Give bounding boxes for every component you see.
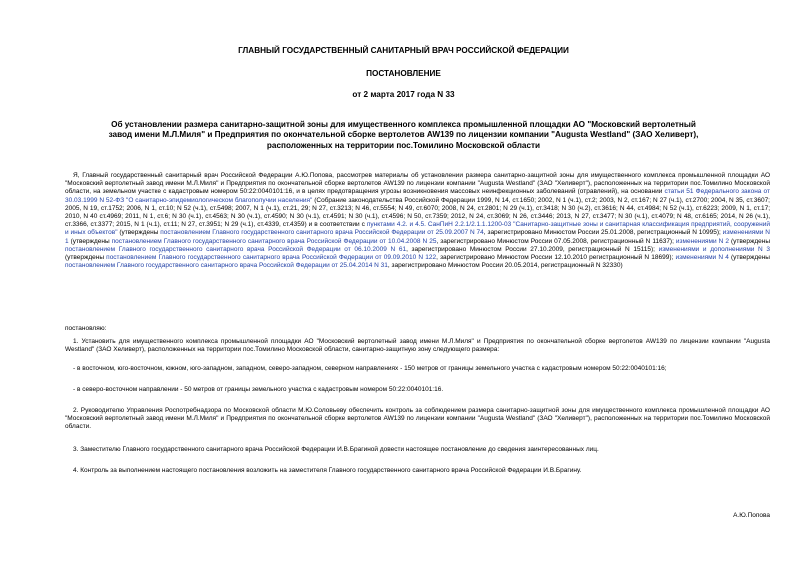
preamble-text: , зарегистрировано Минюстом России 07.05.2008, регистрационный N 11637); [436,237,676,245]
item-1-east-zone: - в восточном, юго-восточном, южном, юго-западном, западном, северо-западном, северном направлениях - 150 метров от границы земельного участка с кадастровым номером 50:22:0040101:16; [73,365,667,372]
item-4: 4. Контроль за выполнением настоящего постановления возложить на заместителя Главного государственного санитарного врача Российской Федерации И.В.Брагину. [73,467,582,474]
preamble-text: (Собрание законодательства Российской Федерации 1999, N 14, ст.1650; 2002, N 1 (ч.1), ст.2; 2003, N 2, ст.167; N 27 (ч.1), ст.2700; 2004, N 35, ст.3607; 2005, N 19, ст.1752; 2006, N 1, ст.10; N 52 (ч.1), ст.5498; 2007, N 1 (ч.1), ст.21, 29; N 27, ст.3213; N 46, ст.5554; N 49, ст.6070; 2008, N 24, ст.2801; N 29 (ч.1), ст.3418; N 30 (ч.2), ст.3616; N 44, ст.4984; N 52 (ч.1), ст.6223; 2009, N 1, ст.17; 2010, N 40 ст.4969; 2011, N 1, ст.6; N 30 (ч.1), ст.4563; N 30 (ч.1), ст.4590; N 30 (ч.1), ст.4591; N 30 (ч.1), ст.4596; N 50, ст.7359; 2012, N 24, ст.3069; N 26, ст.3446; 2013, N 27, ст.3477; N 30 (ч.1), ст.4079; N 48, ст.6165; 2014, N 26 (ч.1), ст.3366, ст.3377; 2015, N 1 (ч.1), ст.11; N 27, ст.3951; N 29 (ч.1), ст.4339, ст.4359) и в соответствии с [65,196,770,229]
preamble-text: (утверждены [117,229,161,237]
resolution-61-link[interactable]: постановлением Главного государственного санитарного врача Российской Федерации от 06.10.2009 N 61 [65,245,407,253]
authority-heading: ГЛАВНЫЙ ГОСУДАРСТВЕННЫЙ САНИТАРНЫЙ ВРАЧ РОССИЙСКОЙ ФЕДЕРАЦИИ [238,46,569,55]
preamble-text: (утверждены [728,254,770,262]
resolution-74-link[interactable]: постановлением Главного государственного санитарного врача Российской Федерации от 25.09.2007 N 74 [160,229,484,237]
preamble-text: , зарегистрировано Минюстом России 12.10.2010 регистрационный N 18699); [436,254,676,262]
resolution-31-link[interactable]: постановлением Главного государственного санитарного врача Российской Федерации от 25.04.2014 N 31 [65,262,388,270]
preamble-text: , зарегистрировано Минюстом России 20.05.2014, регистрационный N 32330) [387,262,623,270]
preamble-text: Я, Главный государственный санитарный врач Российской Федерации А.Ю.Попова, рассмотрев материалы об установлении размера санитарно-защитной зоны для имущественного комплекса промышленной площадки АО "Московский вертолетный завод имени М.Л.Миля" и Предприятия по окончательной сборке вертолетов AW139 по лицензии компании "Augusta Westland" (ЗАО "Хеливерт"), расположенных на территории пос.Томилино Московской области, на земельном участке с кадастровым номером 50:22:0040101:16, и в целях предотвращения угрозы возникновения массовых неинфекционных заболеваний (отравлений), на основании [65,172,770,196]
sanpin-link[interactable]: пунктами 4.2. и 4.5. СанПиН 2.2.1/2.1.1.1200-03 "Санитарно-защитные зоны и санитарная классификация предприятий, сооружений и иных объектов" [65,221,770,237]
preamble-text: (утверждены [65,254,107,262]
amendments-4-link[interactable]: изменениями N 4 [675,254,729,262]
amendments-3-link[interactable]: изменениями и дополнениями N 3 [658,245,770,253]
preamble-text: (утверждены [68,237,112,245]
signature: А.Ю.Попова [733,512,770,519]
document-subject: Об установлении размера санитарно-защитной зоны для имущественного комплекса промышленной площадки АО "Московский вертолетный завод имени М.Л.Миля" и Предприятия по окончательной сборке вертолетов AW139 по лицензии компании "Augusta Westland" (ЗАО Хеливерт), расположенных на территории пос.Томилино Московской области [108,120,699,150]
item-1-northeast-zone: - в северо-восточном направлении - 50 метров от границы земельного участка с кадастровым номером 50:22:0040101:16. [73,386,444,393]
law-article-link[interactable]: статьи 51 Федерального закона от 30.03.1999 N 52-ФЗ "О санитарно-эпидемиологическом благополучии населения" [65,188,770,204]
resolves-label: постановляю: [65,325,107,332]
preamble-text: , зарегистрировано Минюстом России 27.10.2009, регистрационный N 15115); [406,245,659,253]
preamble-paragraph [65,172,770,270]
item-1: 1. Установить для имущественного комплекса промышленной площадки АО "Московский вертолетный завод имени М.Л.Миля" и Предприятия по окончательной сборке вертолетов AW139 по лицензии компании "Augusta Westland" (ЗАО Хеливерт), расположенных на территории пос.Томилино Московской области, санитарно-защитную зону следующего размера: [65,338,770,354]
item-2: 2. Руководителю Управления Роспотребнадзора по Московской области М.Ю.Соловьеву обеспечить контроль за соблюдением размера санитарно-защитной зоны для имущественного комплекса промышленной площадки АО "Московский вертолетный завод имени М.Л.Миля" и Предприятия по окончательной сборке вертолетов AW139 по лицензии компании "Augusta Westland" (ЗАО "Хеливерт"), расположенных на территории пос.Томилино Московской области. [65,407,770,431]
amendments-1-link[interactable]: изменениями N 1 [65,229,770,245]
date-number-heading: от 2 марта 2017 года N 33 [352,90,455,99]
item-3: 3. Заместителю Главного государственного санитарного врача Российской Федерации И.В.Брагиной довести настоящее постановление до сведения заинтересованных лиц. [73,446,599,453]
preamble-text: , зарегистрировано Минюстом России 25.01.2008, регистрационный N 10995); [483,229,723,237]
amendments-2-link[interactable]: изменениями N 2 [675,237,729,245]
doc-type-heading: ПОСТАНОВЛЕНИЕ [366,69,441,78]
resolution-122-link[interactable]: постановлением Главного государственного санитарного врача Российской Федерации от 09.09.2010 N 122 [106,254,437,262]
resolution-25-link[interactable]: постановлением Главного государственного санитарного врача Российской Федерации от 10.04.2008 N 25 [111,237,437,245]
preamble-text: (утверждены [728,237,770,245]
